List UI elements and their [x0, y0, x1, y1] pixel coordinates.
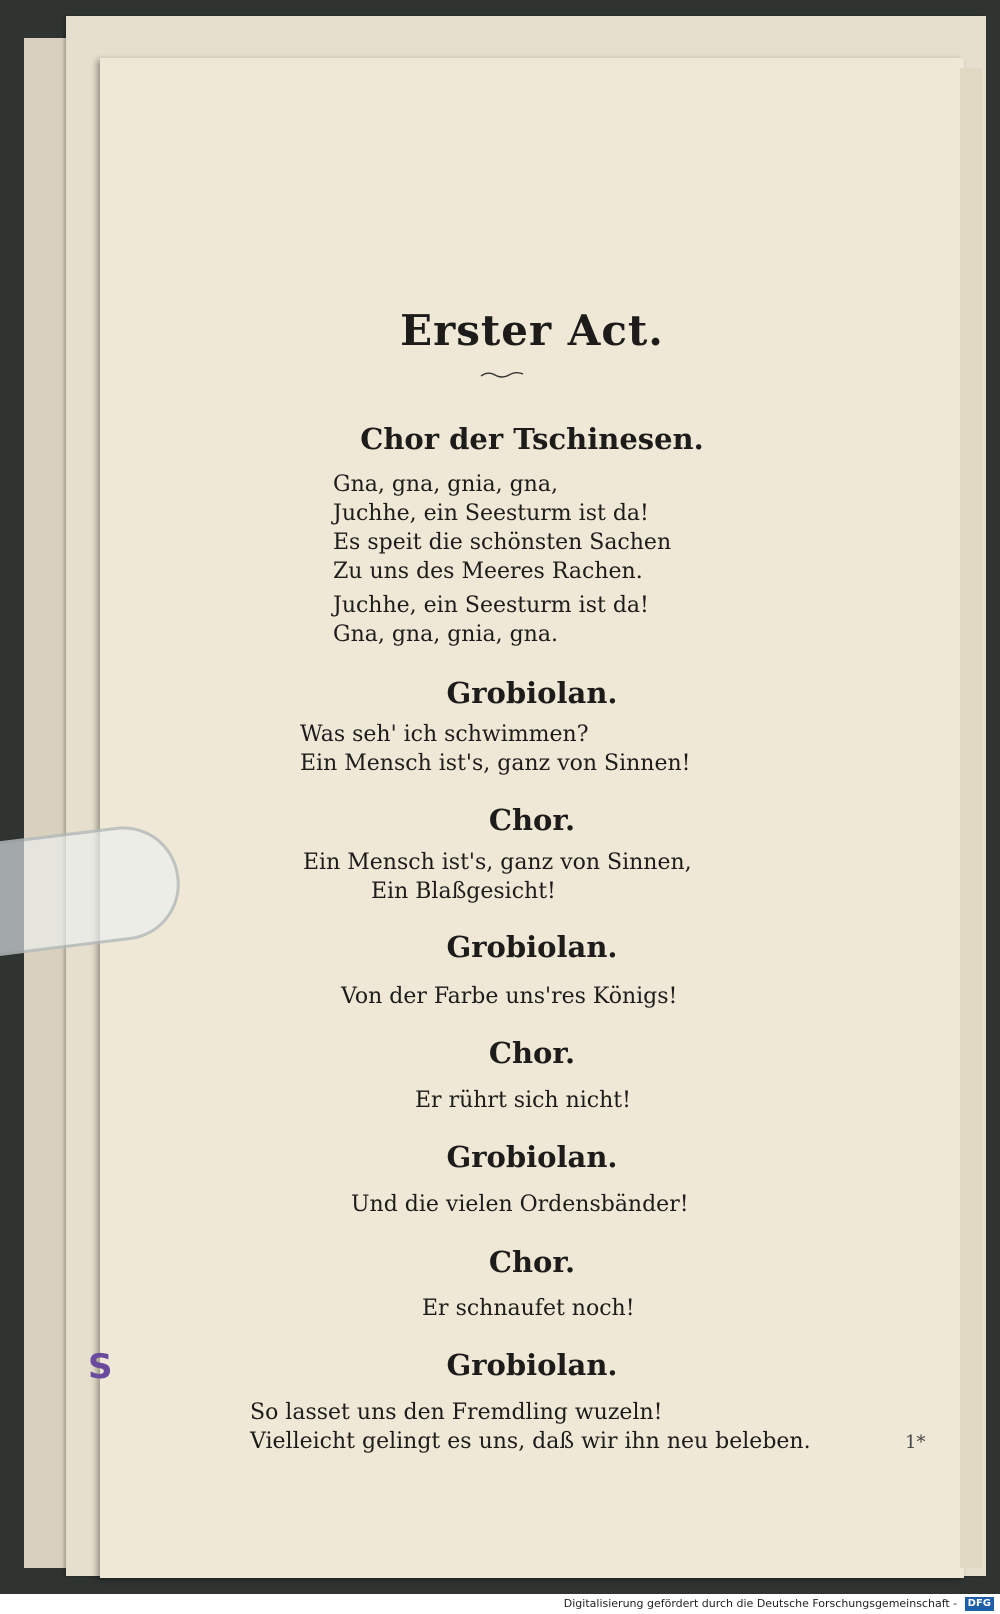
speaker-heading-chor: Chor. [488, 803, 576, 837]
speaker-heading-grobiolan: Grobiolan. [446, 930, 618, 964]
verse-line: Gna, gna, gnia, gna. [333, 622, 558, 647]
speaker-heading-grobiolan: Grobiolan. [446, 676, 618, 710]
verse-line: Er rührt sich nicht! [415, 1088, 631, 1113]
verse-line: Es speit die schönsten Sachen [333, 530, 672, 555]
speaker-heading-chor: Chor. [488, 1036, 576, 1070]
verse-line: Vielleicht gelingt es uns, daß wir ihn neu beleben. [250, 1429, 811, 1454]
verse-lines [415, 1086, 631, 1115]
verse-line: Von der Farbe uns'res Königs! [341, 984, 678, 1009]
verse-line: Und die vielen Ordensbänder! [351, 1192, 689, 1217]
speaker-heading-chor: Chor. [488, 1245, 576, 1279]
verse-line: Juchhe, ein Seesturm ist da! [333, 593, 649, 618]
ornament-swash [480, 370, 524, 380]
verse-line: Ein Mensch ist's, ganz von Sinnen, [303, 850, 692, 875]
verse-stanza-2 [333, 591, 649, 649]
act-title: Erster Act. [400, 306, 664, 355]
verse-lines [351, 1190, 689, 1219]
speaker-heading-grobiolan: Grobiolan. [446, 1348, 618, 1382]
verse-lines [303, 848, 692, 906]
speaker-heading-grobiolan: Grobiolan. [446, 1140, 618, 1174]
verse-line: So lasset uns den Fremdling wuzeln! [250, 1400, 663, 1425]
verse-line: Was seh' ich schwimmen? [300, 722, 589, 747]
verse-line: Zu uns des Meeres Rachen. [333, 559, 643, 584]
library-stamp: S [88, 1347, 113, 1387]
verse-line: Er schnaufet noch! [422, 1296, 635, 1321]
verse-lines [341, 982, 677, 1011]
speaker-heading-chor-der-tschinesen: Chor der Tschinesen. [360, 422, 704, 456]
verse-stanza-1 [333, 470, 671, 586]
page-number: 1* [905, 1432, 926, 1453]
verse-line: Ein Mensch ist's, ganz von Sinnen! [300, 751, 691, 776]
funding-credit: Digitalisierung gefördert durch die Deutsche Forschungsgemeinschaft - [563, 1597, 958, 1610]
verse-line: Ein Blaßgesicht! [371, 879, 556, 904]
book-page [100, 58, 964, 1578]
verse-line: Juchhe, ein Seesturm ist da! [333, 501, 649, 526]
verse-lines [250, 1398, 811, 1456]
verse-lines [422, 1294, 635, 1323]
verse-line: Gna, gna, gnia, gna, [333, 472, 558, 497]
dfg-logo-icon: DFG [965, 1597, 994, 1611]
verse-lines [300, 720, 691, 778]
footer-bar [0, 1594, 1000, 1614]
